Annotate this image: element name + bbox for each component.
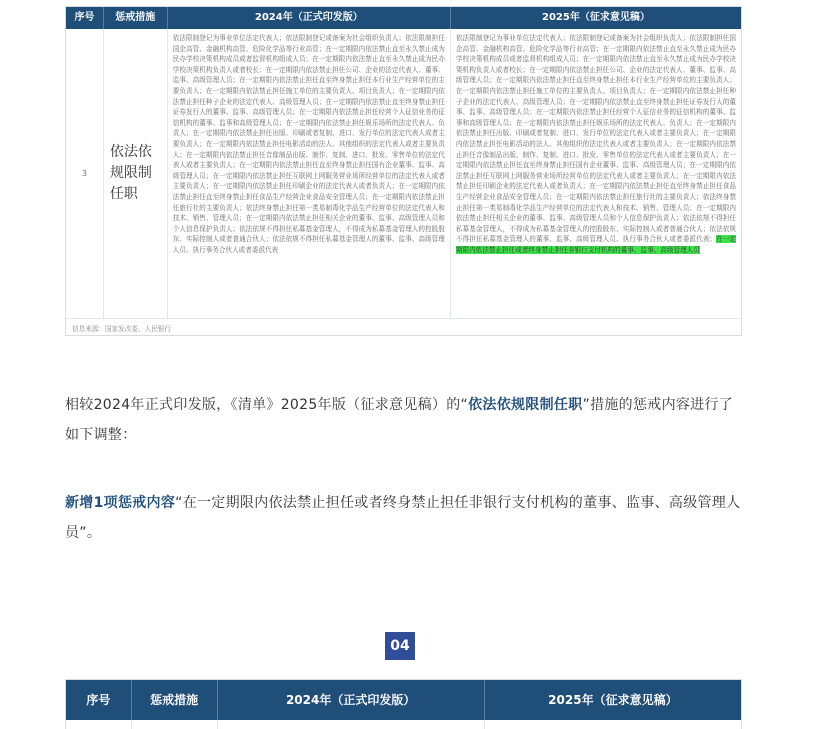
row-text-2025-plain: 依法限制登记为事业单位法定代表人；依法限制登记或备案为社会组织负责人；依法限制担任国企高管、金融机构高管、危险化学品等行业高管；在一定期限内依法禁止直至永久禁止成为民办学校决策机构成员或者监督机构组成人员；在一定期限内依法禁止直至永久禁止成为民办学校决策机构负责人或者校长；在一定期限内依法禁止担任公司、企业的法定代表人、董事、监事、高级管理人员；在一定期限内依法禁止担任直至终身禁止担任本行业生产经营单位的主要负责人；在一定期限内依法禁止担任施工单位的主要负责人、项目负责人；在一定期限内依法禁止担任种子企业的法定代表人、高级管理人员；在一定期限内依法禁止直至终身禁止担任证券发行人的董事、监事、高级管理人员；在一定期限内依法禁止担任经营个人征信业务的征信机构的董事、监事和高级管理人员；在一定期限内依法禁止担任娱乐场所的法定代表人、负责人；在一定期限内依法禁止担任出版、印刷或者复制、进口、发行单位的法定代表人或者主要负责人；在一定期限内依法禁止担任电影活动的法人、其他组织的法定代表人或者主要负责人；在一定期限内依法禁止担任音像制品出版、制作、复制、进口、批发、零售单位的法定代表人或者主要负责人；在一定期限内依法禁止担任直至终身禁止担任国有企业董事、监事、高级管理人员；在一定期限内依法禁止担任互联网上网服务营业场所经营单位的法定代表人或者主要负责人；在一定期限内依法禁止担任印刷企业的法定代表人或者负责人；在一定期限内依法禁止担任直至终身禁止担任食品生产经营企业食品安全管理人员；在一定期限内依法禁止担任旅行社的主要负责人；依法终身禁止担任第一类易制毒化学品生产经营单位的法定代表人和技术、销售、管理人员；在一定期限内依法禁止担任相关企业的董事、监事、高级管理人员和个人信息保护负责人；依法依规不得担任私募基金管理人，不得成为私募基金管理人的控股股东、实际控制人或者普通合伙人；依法依规不得担任私募基金管理人的董事、监事、高级管理人员、执行事务合伙人或者委派代表； <box>455 34 737 244</box>
table-row <box>66 29 741 319</box>
table2-header-number: 序号 <box>66 680 132 720</box>
table2-row <box>66 720 741 729</box>
paragraph-new-item <box>65 488 745 548</box>
row-text-2025-highlight: 在一定期限内依法禁止担任或者终身禁止担任非银行支付机构的董事、监事、高级管理人员 <box>455 235 737 254</box>
paragraph1-before: 相较2024年正式印发版，《清单》2025年版（征求意见稿）的“ <box>65 397 469 413</box>
paragraph2-bold: 新增1项惩戒内容 <box>65 495 176 511</box>
header-number: 序号 <box>66 7 104 29</box>
row-text-2024: 依法限制登记为事业单位法定代表人；依法限制登记或备案为社会组织负责人；依法限制担任国企高管、金融机构高管、危险化学品等行业高管；在一定期限内依法禁止直至永久禁止成为民办学校决策机构成员或者监督机构组成人员；在一定期限内依法禁止直至永久禁止成为民办学校决策机构负责人或者校长；在一定期限内依法禁止担任公司、企业的法定代表人、董事、监事、高级管理人员；在一定期限内依法禁止担任直至终身禁止担任本行业生产经营单位的主要负责人；在一定期限内依法禁止担任施工单位的主要负责人、项目负责人；在一定期限内依法禁止担任种子企业的法定代表人、高级管理人员；在一定期限内依法禁止直至终身禁止担任证券发行人的董事、监事、高级管理人员；在一定期限内依法禁止担任经营个人征信业务的征信机构的董事、监事和高级管理人员；在一定期限内依法禁止担任娱乐场所的法定代表人、负责人；在一定期限内依法禁止担任出版、印刷或者复制、进口、发行单位的法定代表人或者主要负责人；在一定期限内依法禁止担任电影活动的法人、其他组织的法定代表人或者主要负责人；在一定期限内依法禁止担任音像制品出版、制作、复制、进口、批发、零售单位的法定代表人或者主要负责人；在一定期限内依法禁止担任直至终身禁止担任国有企业董事、监事、高级管理人员；在一定期限内依法禁止担任互联网上网服务营业场所经营单位的法定代表人或者主要负责人；在一定期限内依法禁止担任印刷企业的法定代表人或者负责人；在一定期限内依法禁止担任直至终身禁止担任食品生产经营企业食品安全管理人员；在一定期限内依法禁止担任旅行社的主要负责人；依法终身禁止担任第一类易制毒化学品生产经营单位的法定代表人和技术、销售、管理人员；在一定期限内依法禁止担任相关企业的董事、监事、高级管理人员和个人信息保护负责人；依法依规不得担任私募基金管理人，不得成为私募基金管理人的控股股东、实际控制人或者普通合伙人；依法依规不得担任私募基金管理人的董事、监事、高级管理人员、执行事务合伙人或者委派代表 <box>168 29 451 318</box>
section-badge: 04 <box>385 632 415 660</box>
table2-header-measure: 惩戒措施 <box>132 680 218 720</box>
source-note: 信息来源：国家发改委、人民银行 <box>72 325 171 333</box>
header-2024: 2024年（正式印发版） <box>168 7 451 29</box>
paragraph1-after: ”措施的惩戒内容进行了如下调整： <box>65 397 734 443</box>
row-text-2025 <box>451 29 741 318</box>
table2-cell <box>66 720 132 729</box>
table-header <box>66 7 741 29</box>
paragraph-comparison <box>65 390 745 450</box>
table2-header <box>66 680 741 720</box>
table2-cell <box>132 720 218 729</box>
paragraph2-after: “在一定期限内依法禁止担任或者终身禁止担任非银行支付机构的董事、监事、高级管理人员”。 <box>65 495 741 541</box>
row-measure: 依法依规限制任职 <box>104 29 168 318</box>
header-2025: 2025年（征求意见稿） <box>542 12 650 23</box>
table2-header-2025: 2025年（征求意见稿） <box>548 693 678 707</box>
comparison-table <box>65 6 742 336</box>
paragraph1-bold: 依法依规限制任职 <box>468 397 583 413</box>
table2-header-2024: 2024年（正式印发版） <box>218 680 485 720</box>
table2-cell <box>218 720 485 729</box>
header-measure: 惩戒措施 <box>104 7 168 29</box>
table2-cell <box>485 720 741 729</box>
comparison-table-2 <box>65 679 742 729</box>
row-number: 3 <box>66 29 104 318</box>
